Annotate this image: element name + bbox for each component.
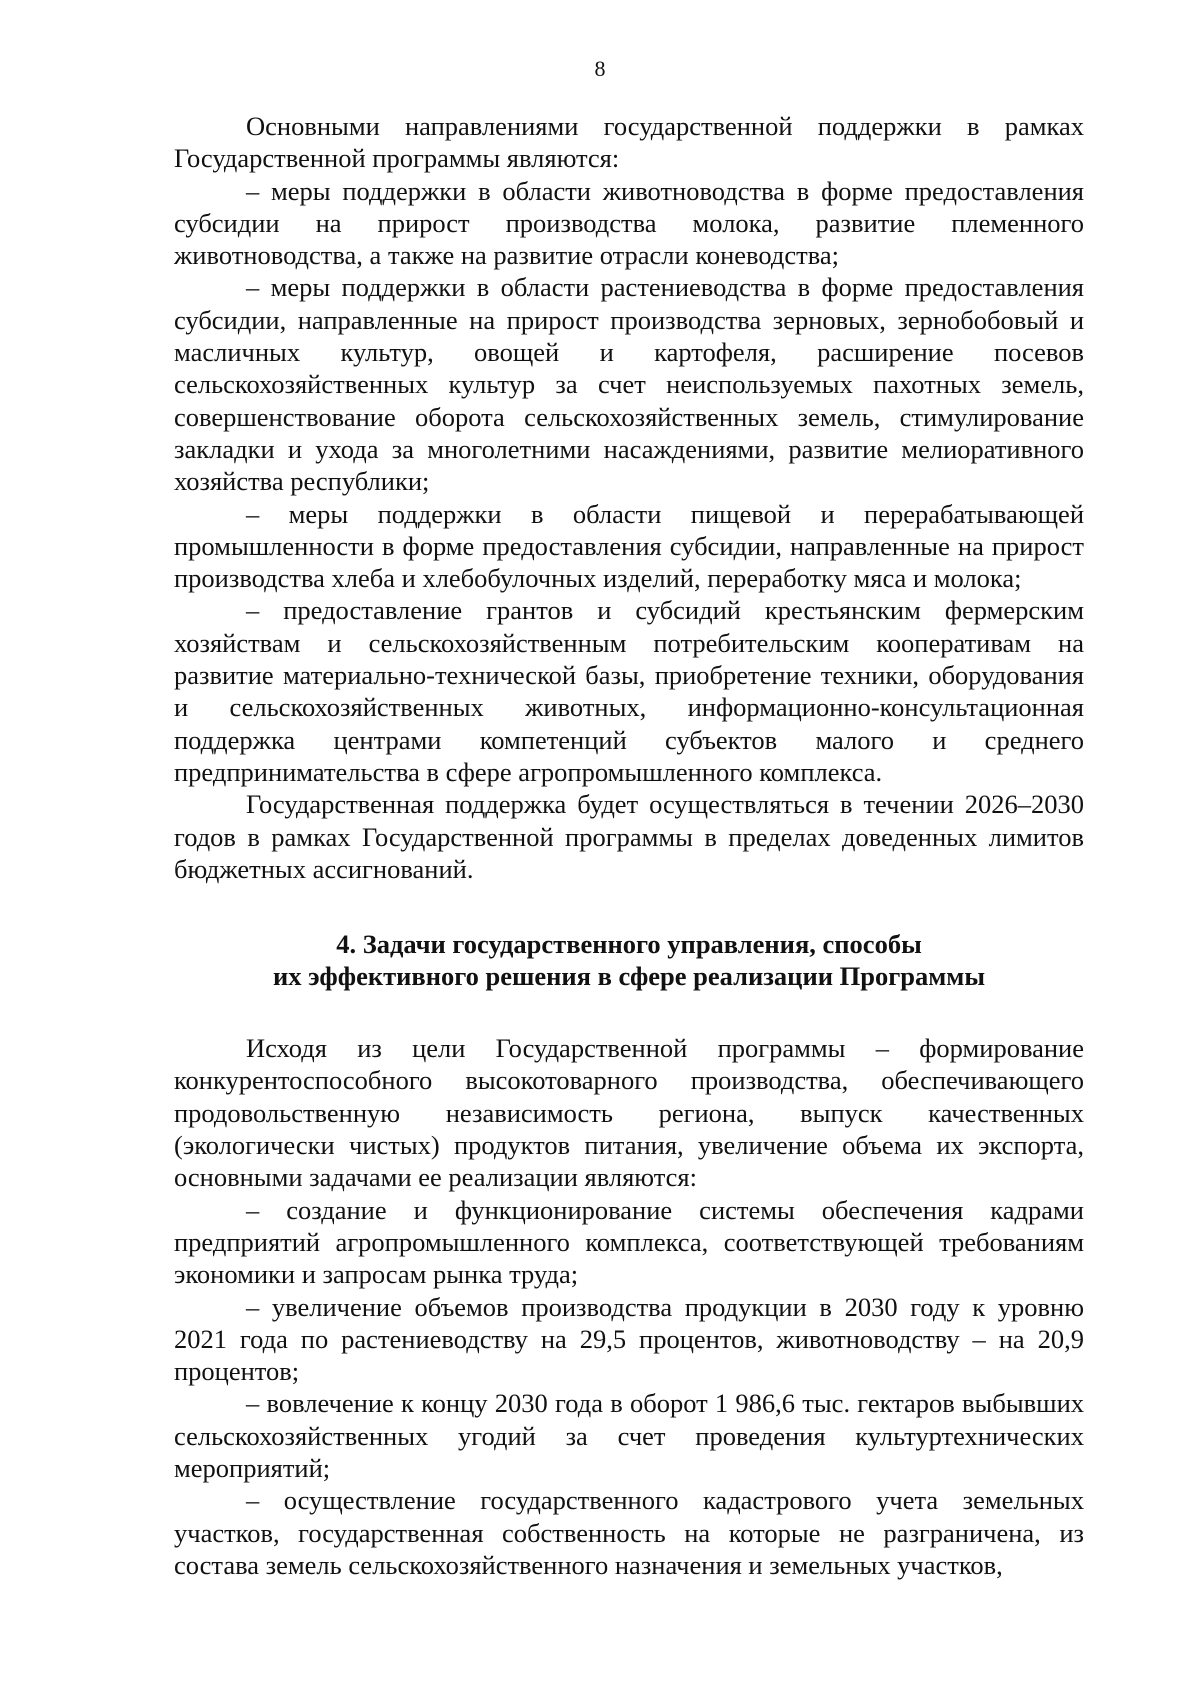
section-heading-line-1: 4. Задачи государственного управления, способы (336, 929, 922, 960)
list-item-food-industry: – меры поддержки в области пищевой и перерабатывающей промышленности в форме предоставления субсидии, направленные на прирост производства хлеба и хлебобулочных изделий, переработку мяса и молока; (174, 498, 1084, 594)
list-item-livestock: – меры поддержки в области животноводства в форме предоставления субсидии на прирост производства молока, развитие племенного животноводства, а также на развитие отрасли коневодства; (174, 175, 1084, 271)
paragraph-support-period: Государственная поддержка будет осуществляться в течении 2026–2030 годов в рамках Государственной программы в пределах доведенных лимитов бюджетных ассигнований. (174, 789, 1084, 884)
list-item-personnel: – создание и функционирование системы обеспечения кадрами предприятий агропромышленного комплекса, соответствующей требованиям экономики и запросам рынка труда; (174, 1194, 1084, 1290)
list-item-grants: – предоставление грантов и субсидий крестьянским фермерским хозяйствам и сельскохозяйственным потребительским кооперативам на развитие материально-технической базы, приобретение техники, оборудования и сельскохозяйственных животных, информационно-консультационная поддержка центрами компетенций субъектов малого и среднего предпринимательства в сфере агропромышленного комплекса. (174, 595, 1084, 787)
list-item-crop-farming: – меры поддержки в области растениеводства в форме предоставления субсидии, направленные на прирост производства зерновых, зернобобовый и масличных культур, овощей и картофеля, расширение посевов сельскохозяйственных культур за счет неиспользуемых пахотных земель, совершенствование оборота сельскохозяйственных земель, стимулирование закладки и ухода за многолетними насаждениями, развитие мелиоративного хозяйства республики; (174, 272, 1084, 497)
list-item-production-growth: – увеличение объемов производства продукции в 2030 году к уровню 2021 года по растениеводству на 29,5 процентов, животноводству – на 20,9 процентов; (174, 1291, 1084, 1387)
list-item-land-involvement: – вовлечение к концу 2030 года в оборот 1 986,6 тыс. гектаров выбывших сельскохозяйственных угодий за счет проведения культуртехнических мероприятий; (174, 1388, 1084, 1483)
document-body (174, 110, 1084, 1581)
paragraph-intro: Основными направлениями государственной поддержки в рамках Государственной программы являются: (174, 111, 1084, 174)
paragraph-goal: Исходя из цели Государственной программы – формирование конкурентоспособного высокотоварного производства, обеспечивающего продовольственную независимость региона, выпуск качественных (экологически чистых) продуктов питания, увеличение объема их экспорта, основными задачами ее реализации являются: (174, 1033, 1084, 1193)
list-item-cadastral-registration: – осуществление государственного кадастрового учета земельных участков, государственная собственность на которые не разграничена, из состава земель сельскохозяйственного назначения и земельных участков, (174, 1485, 1084, 1580)
page-number: 8 (594, 56, 606, 81)
section-heading-line-2: их эффективного решения в сфере реализации Программы (272, 961, 986, 992)
section-heading (174, 928, 1084, 992)
